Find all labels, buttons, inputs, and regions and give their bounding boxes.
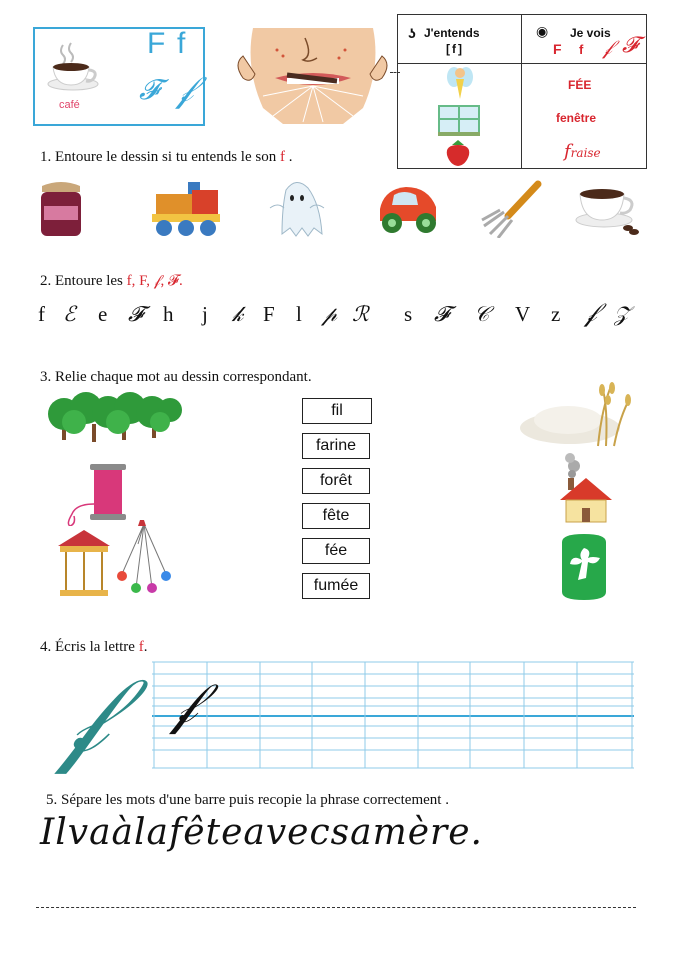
hear-title: J'entends — [424, 26, 480, 40]
word-box-fete[interactable]: fête — [302, 503, 370, 529]
letter-item[interactable]: 𝓕 — [128, 302, 144, 326]
letter-item[interactable]: l — [296, 302, 302, 326]
word-box-farine[interactable]: farine — [302, 433, 370, 459]
word-box-foret[interactable]: forêt — [302, 468, 370, 494]
card-upper-f: F — [147, 27, 166, 60]
model-letter-f: 𝒻 — [60, 653, 108, 776]
smoking-house-icon[interactable] — [558, 452, 614, 524]
letter-item[interactable]: 𝓕 — [434, 302, 450, 326]
mouth-pronouncing-f-icon — [235, 28, 390, 124]
jam-jar-icon[interactable] — [38, 178, 84, 238]
forest-icon[interactable] — [44, 390, 184, 446]
eye-icon: ◉ — [536, 23, 549, 39]
letter-card — [33, 27, 205, 126]
ear-icon: ʖ — [408, 25, 416, 41]
word-fenetre: fenêtre — [556, 111, 597, 125]
spool-of-thread-icon[interactable] — [62, 462, 132, 526]
sound-table — [397, 14, 647, 169]
sentence-to-separate[interactable]: Ilvaàlafêteavecsamère. — [40, 812, 483, 853]
see-letter-upper: F — [553, 41, 562, 57]
letter-item[interactable]: F — [263, 302, 275, 326]
exercise5-instruction: 5. Sépare les mots d'une barre puis recopie la phrase correctement . — [46, 792, 449, 808]
grid-model-letter-f: 𝒻 — [172, 671, 197, 736]
card-lower-f: f — [177, 27, 186, 60]
fairy-icon — [446, 65, 474, 103]
word-box-fee[interactable]: fée — [302, 538, 370, 564]
card-cursive-lower-f: 𝒻 — [177, 69, 194, 110]
letter-item[interactable]: 𝓀 — [232, 302, 244, 326]
writing-grid[interactable] — [152, 660, 634, 770]
letter-item[interactable]: 𝒻 — [585, 298, 597, 328]
carousel-icon[interactable] — [56, 520, 176, 600]
exercise1-instruction: 1. Entoure le dessin si tu entends le son f . — [40, 149, 293, 165]
see-letter-cursive-lower: 𝒻 — [603, 35, 612, 59]
train-icon[interactable] — [148, 176, 224, 238]
word-fee: FÉE — [568, 78, 592, 92]
coffee-cup-icon — [45, 39, 101, 94]
fairy-picture-icon[interactable] — [558, 532, 610, 600]
flour-and-wheat-icon[interactable] — [518, 378, 634, 450]
letter-item[interactable]: ℰ — [63, 302, 76, 326]
answer-line[interactable] — [36, 907, 636, 908]
card-word: café — [59, 99, 80, 111]
ghost-icon[interactable] — [268, 178, 326, 240]
see-letter-lower: f — [579, 42, 584, 57]
car-icon[interactable] — [372, 175, 444, 237]
word-fraise: fraise — [564, 141, 601, 162]
letter-item[interactable]: j — [202, 302, 208, 326]
fork-icon[interactable] — [478, 180, 542, 238]
letter-item[interactable]: 𝓅 — [322, 302, 337, 326]
strawberry-icon — [444, 139, 472, 167]
word-box-fumee[interactable]: fumée — [302, 573, 370, 599]
see-title: Je vois — [570, 26, 611, 40]
letter-item[interactable]: 𝒵 — [614, 302, 630, 326]
letter-item[interactable]: e — [98, 302, 108, 326]
see-letter-cursive-upper: 𝓕 — [622, 33, 639, 58]
window-icon — [438, 105, 480, 137]
exercise3-instruction: 3. Relie chaque mot au dessin correspondant. — [40, 369, 312, 385]
letter-item[interactable]: h — [163, 302, 174, 326]
letter-item[interactable]: ℛ — [352, 302, 369, 326]
word-box-fil[interactable]: fil — [302, 398, 372, 424]
letter-item[interactable]: V — [515, 302, 531, 326]
letter-item[interactable]: s — [404, 302, 413, 326]
letter-item[interactable]: f — [38, 302, 45, 326]
letter-item[interactable]: z — [551, 302, 561, 326]
exercise4-instruction: 4. Écris la lettre f. — [40, 639, 148, 655]
letter-item[interactable]: 𝒞 — [474, 302, 490, 326]
card-cursive-upper-f: 𝓕 — [139, 73, 160, 106]
coffee-cup-exercise-icon[interactable] — [572, 176, 640, 238]
exercise2-instruction: 2. Entoure les f, F, 𝒻, 𝓕. — [40, 273, 183, 289]
phoneme: [f] — [446, 42, 464, 56]
